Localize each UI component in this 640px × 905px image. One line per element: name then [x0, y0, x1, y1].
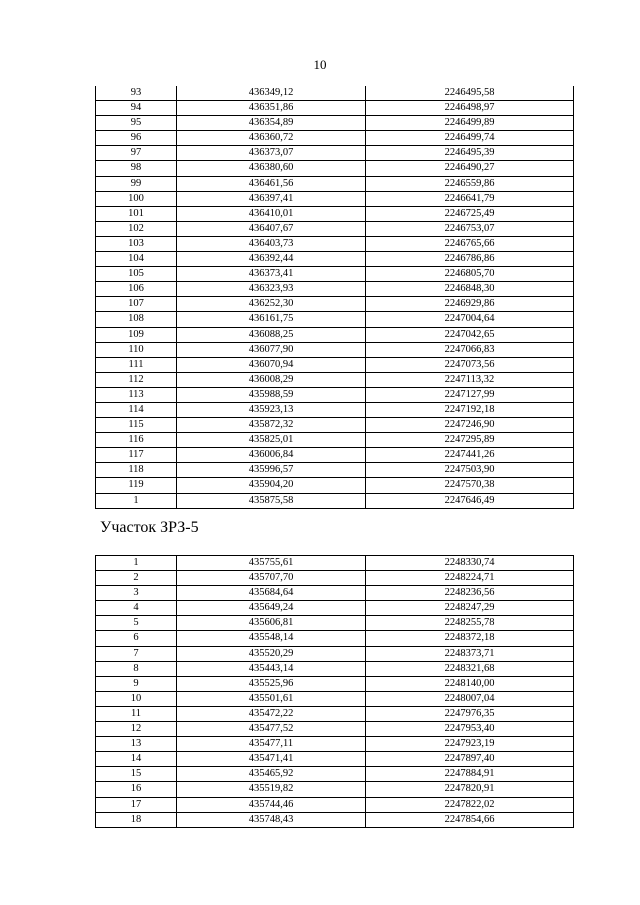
point-number-cell: 5 [96, 616, 177, 631]
x-coordinate-cell: 436392,44 [177, 252, 366, 267]
table-row [96, 221, 574, 236]
point-number-cell: 104 [96, 252, 177, 267]
table-row [96, 463, 574, 478]
table-row [96, 372, 574, 387]
point-number-cell: 13 [96, 737, 177, 752]
point-number-cell: 118 [96, 463, 177, 478]
x-coordinate-cell: 435744,46 [177, 797, 366, 812]
table-row [96, 176, 574, 191]
point-number-cell: 101 [96, 206, 177, 221]
table-row [96, 556, 574, 571]
x-coordinate-cell: 436349,12 [177, 86, 366, 101]
y-coordinate-cell: 2248372,18 [366, 631, 574, 646]
x-coordinate-cell: 436354,89 [177, 116, 366, 131]
table-row [96, 402, 574, 417]
table-row [96, 161, 574, 176]
point-number-cell: 4 [96, 601, 177, 616]
x-coordinate-cell: 435465,92 [177, 767, 366, 782]
x-coordinate-cell: 435872,32 [177, 418, 366, 433]
y-coordinate-cell: 2248373,71 [366, 646, 574, 661]
point-number-cell: 105 [96, 267, 177, 282]
y-coordinate-cell: 2246495,39 [366, 146, 574, 161]
y-coordinate-cell: 2247976,35 [366, 706, 574, 721]
x-coordinate-cell: 435825,01 [177, 433, 366, 448]
point-number-cell: 10 [96, 691, 177, 706]
table-row [96, 691, 574, 706]
table-row [96, 433, 574, 448]
point-number-cell: 15 [96, 767, 177, 782]
point-number-cell: 111 [96, 357, 177, 372]
table-row [96, 448, 574, 463]
y-coordinate-cell: 2247066,83 [366, 342, 574, 357]
table-row [96, 342, 574, 357]
x-coordinate-cell: 436373,41 [177, 267, 366, 282]
y-coordinate-cell: 2247441,26 [366, 448, 574, 463]
y-coordinate-cell: 2246498,97 [366, 101, 574, 116]
point-number-cell: 17 [96, 797, 177, 812]
table-row [96, 131, 574, 146]
point-number-cell: 116 [96, 433, 177, 448]
y-coordinate-cell: 2247246,90 [366, 418, 574, 433]
table-row [96, 478, 574, 493]
x-coordinate-cell: 435548,14 [177, 631, 366, 646]
table-row [96, 737, 574, 752]
y-coordinate-cell: 2246725,49 [366, 206, 574, 221]
x-coordinate-cell: 436360,72 [177, 131, 366, 146]
y-coordinate-cell: 2248140,00 [366, 676, 574, 691]
point-number-cell: 113 [96, 387, 177, 402]
point-number-cell: 14 [96, 752, 177, 767]
y-coordinate-cell: 2248007,04 [366, 691, 574, 706]
point-number-cell: 112 [96, 372, 177, 387]
x-coordinate-cell: 435472,22 [177, 706, 366, 721]
y-coordinate-cell: 2248247,29 [366, 601, 574, 616]
table-row [96, 646, 574, 661]
x-coordinate-cell: 436006,84 [177, 448, 366, 463]
point-number-cell: 18 [96, 812, 177, 827]
x-coordinate-cell: 435923,13 [177, 402, 366, 417]
table-row [96, 252, 574, 267]
y-coordinate-cell: 2248224,71 [366, 571, 574, 586]
y-coordinate-cell: 2247042,65 [366, 327, 574, 342]
y-coordinate-cell: 2247646,49 [366, 493, 574, 508]
coordinates-table-zrz5 [95, 555, 574, 828]
y-coordinate-cell: 2247113,32 [366, 372, 574, 387]
x-coordinate-cell: 435477,52 [177, 722, 366, 737]
x-coordinate-cell: 436407,67 [177, 221, 366, 236]
table-row [96, 191, 574, 206]
y-coordinate-cell: 2248321,68 [366, 661, 574, 676]
table-row [96, 616, 574, 631]
point-number-cell: 114 [96, 402, 177, 417]
point-number-cell: 2 [96, 571, 177, 586]
table-row [96, 797, 574, 812]
point-number-cell: 7 [96, 646, 177, 661]
point-number-cell: 11 [96, 706, 177, 721]
point-number-cell: 3 [96, 586, 177, 601]
x-coordinate-cell: 436070,94 [177, 357, 366, 372]
point-number-cell: 115 [96, 418, 177, 433]
x-coordinate-cell: 435748,43 [177, 812, 366, 827]
y-coordinate-cell: 2246499,74 [366, 131, 574, 146]
x-coordinate-cell: 436077,90 [177, 342, 366, 357]
table-row [96, 282, 574, 297]
x-coordinate-cell: 435606,81 [177, 616, 366, 631]
y-coordinate-cell: 2247854,66 [366, 812, 574, 827]
y-coordinate-cell: 2246786,86 [366, 252, 574, 267]
x-coordinate-cell: 435443,14 [177, 661, 366, 676]
table-row [96, 631, 574, 646]
point-number-cell: 107 [96, 297, 177, 312]
table-row [96, 86, 574, 101]
x-coordinate-cell: 435525,96 [177, 676, 366, 691]
point-number-cell: 1 [96, 556, 177, 571]
table-row [96, 493, 574, 508]
point-number-cell: 109 [96, 327, 177, 342]
y-coordinate-cell: 2248236,56 [366, 586, 574, 601]
x-coordinate-cell: 436351,86 [177, 101, 366, 116]
page-number: 10 [313, 57, 327, 72]
table-row [96, 586, 574, 601]
point-number-cell: 102 [96, 221, 177, 236]
x-coordinate-cell: 435501,61 [177, 691, 366, 706]
point-number-cell: 96 [96, 131, 177, 146]
point-number-cell: 6 [96, 631, 177, 646]
table-row [96, 267, 574, 282]
table-row [96, 661, 574, 676]
x-coordinate-cell: 435755,61 [177, 556, 366, 571]
x-coordinate-cell: 436252,30 [177, 297, 366, 312]
y-coordinate-cell: 2246499,89 [366, 116, 574, 131]
y-coordinate-cell: 2246495,58 [366, 86, 574, 101]
table-row [96, 146, 574, 161]
x-coordinate-cell: 435996,57 [177, 463, 366, 478]
point-number-cell: 9 [96, 676, 177, 691]
point-number-cell: 8 [96, 661, 177, 676]
x-coordinate-cell: 436323,93 [177, 282, 366, 297]
point-number-cell: 95 [96, 116, 177, 131]
y-coordinate-cell: 2247897,40 [366, 752, 574, 767]
table-row [96, 357, 574, 372]
table-row [96, 706, 574, 721]
y-coordinate-cell: 2247822,02 [366, 797, 574, 812]
table-row [96, 297, 574, 312]
coordinates-table-continued [95, 86, 574, 509]
y-coordinate-cell: 2247820,91 [366, 782, 574, 797]
point-number-cell: 103 [96, 236, 177, 251]
y-coordinate-cell: 2246641,79 [366, 191, 574, 206]
table-row [96, 676, 574, 691]
x-coordinate-cell: 435875,58 [177, 493, 366, 508]
y-coordinate-cell: 2246490,27 [366, 161, 574, 176]
table-row [96, 312, 574, 327]
x-coordinate-cell: 436161,75 [177, 312, 366, 327]
table-row [96, 418, 574, 433]
y-coordinate-cell: 2248255,78 [366, 616, 574, 631]
point-number-cell: 110 [96, 342, 177, 357]
table-row [96, 571, 574, 586]
x-coordinate-cell: 436397,41 [177, 191, 366, 206]
y-coordinate-cell: 2247192,18 [366, 402, 574, 417]
x-coordinate-cell: 436088,25 [177, 327, 366, 342]
table-row [96, 752, 574, 767]
y-coordinate-cell: 2247953,40 [366, 722, 574, 737]
table-row [96, 116, 574, 131]
table-row [96, 812, 574, 827]
point-number-cell: 99 [96, 176, 177, 191]
x-coordinate-cell: 435649,24 [177, 601, 366, 616]
point-number-cell: 1 [96, 493, 177, 508]
point-number-cell: 100 [96, 191, 177, 206]
table-row [96, 101, 574, 116]
y-coordinate-cell: 2246753,07 [366, 221, 574, 236]
x-coordinate-cell: 436008,29 [177, 372, 366, 387]
y-coordinate-cell: 2247004,64 [366, 312, 574, 327]
table-row [96, 236, 574, 251]
x-coordinate-cell: 436380,60 [177, 161, 366, 176]
point-number-cell: 108 [96, 312, 177, 327]
table-row [96, 387, 574, 402]
x-coordinate-cell: 436461,56 [177, 176, 366, 191]
x-coordinate-cell: 435988,59 [177, 387, 366, 402]
point-number-cell: 97 [96, 146, 177, 161]
point-number-cell: 16 [96, 782, 177, 797]
table-row [96, 206, 574, 221]
table-row [96, 782, 574, 797]
x-coordinate-cell: 435904,20 [177, 478, 366, 493]
y-coordinate-cell: 2246805,70 [366, 267, 574, 282]
point-number-cell: 106 [96, 282, 177, 297]
y-coordinate-cell: 2247503,90 [366, 463, 574, 478]
x-coordinate-cell: 435519,82 [177, 782, 366, 797]
table-row [96, 722, 574, 737]
point-number-cell: 12 [96, 722, 177, 737]
point-number-cell: 98 [96, 161, 177, 176]
y-coordinate-cell: 2247884,91 [366, 767, 574, 782]
x-coordinate-cell: 435684,64 [177, 586, 366, 601]
table-row [96, 327, 574, 342]
x-coordinate-cell: 435477,11 [177, 737, 366, 752]
section-title: Участок ЗРЗ-5 [100, 519, 199, 536]
y-coordinate-cell: 2247073,56 [366, 357, 574, 372]
table-row [96, 601, 574, 616]
y-coordinate-cell: 2247127,99 [366, 387, 574, 402]
y-coordinate-cell: 2246848,30 [366, 282, 574, 297]
y-coordinate-cell: 2248330,74 [366, 556, 574, 571]
x-coordinate-cell: 436373,07 [177, 146, 366, 161]
y-coordinate-cell: 2247570,38 [366, 478, 574, 493]
x-coordinate-cell: 435520,29 [177, 646, 366, 661]
table-row [96, 767, 574, 782]
y-coordinate-cell: 2246765,66 [366, 236, 574, 251]
point-number-cell: 94 [96, 101, 177, 116]
point-number-cell: 93 [96, 86, 177, 101]
x-coordinate-cell: 436410,01 [177, 206, 366, 221]
y-coordinate-cell: 2247923,19 [366, 737, 574, 752]
x-coordinate-cell: 436403,73 [177, 236, 366, 251]
coordinates-table-body [96, 556, 574, 828]
x-coordinate-cell: 435707,70 [177, 571, 366, 586]
point-number-cell: 119 [96, 478, 177, 493]
y-coordinate-cell: 2246929,86 [366, 297, 574, 312]
point-number-cell: 117 [96, 448, 177, 463]
x-coordinate-cell: 435471,41 [177, 752, 366, 767]
y-coordinate-cell: 2246559,86 [366, 176, 574, 191]
coordinates-table-body [96, 86, 574, 508]
y-coordinate-cell: 2247295,89 [366, 433, 574, 448]
